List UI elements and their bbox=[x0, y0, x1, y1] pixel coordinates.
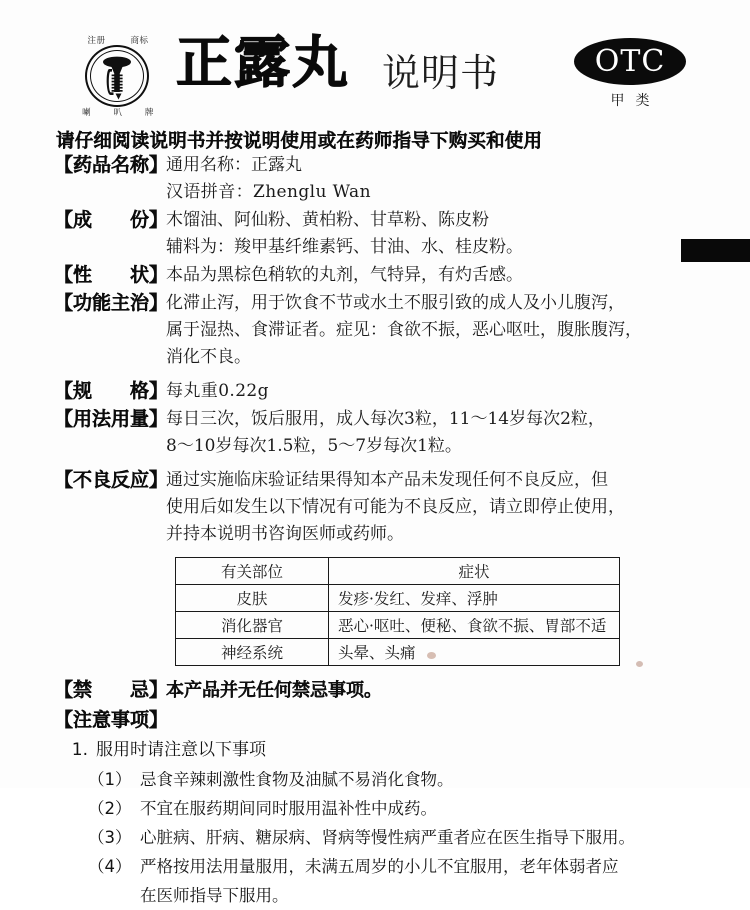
trademark-label: 商标 bbox=[130, 36, 149, 46]
indications-line-3: 消化不良。 bbox=[166, 347, 251, 367]
trumpet-horn-icon bbox=[85, 45, 149, 107]
section-value-dosage bbox=[166, 406, 702, 460]
precaution-sub-number: （4） bbox=[88, 857, 132, 876]
trumpet-horn-glyph bbox=[100, 55, 134, 101]
precaution-sub-number: （2） bbox=[88, 799, 132, 818]
dosage-line-1: 每日三次，饭后服用，成人每次3粒，11～14岁每次2粒， bbox=[166, 409, 605, 429]
adverse-reactions-table-wrapper bbox=[175, 557, 620, 666]
precaution-sub-text bbox=[140, 765, 702, 794]
brand-trademark-logo bbox=[66, 34, 170, 118]
section-value-properties bbox=[166, 262, 702, 289]
section-label-indications: 【功能主治】 bbox=[54, 292, 169, 314]
indications-line-2: 属于湿热、食滞证者。症见：食欲不振，恶心呕吐，腹胀腹泻， bbox=[166, 320, 642, 340]
section-label-ingredients: 【成份】 bbox=[54, 209, 169, 231]
section-contraindications bbox=[54, 677, 702, 704]
drug-name-generic: 通用名称：正露丸 bbox=[166, 155, 302, 175]
precaution-sub-line: 不宜在服药期间同时服用温补性中成药。 bbox=[140, 799, 437, 818]
ingredients-main: 木馏油、阿仙粉、黄柏粉、甘草粉、陈皮粉 bbox=[166, 210, 489, 230]
section-label-contraindications: 【禁忌】 bbox=[54, 679, 169, 701]
brand-name-labels bbox=[66, 106, 170, 118]
table-cell-site: 消化器官 bbox=[176, 612, 329, 639]
precaution-sub-item bbox=[88, 794, 702, 823]
precaution-sub-item bbox=[88, 765, 702, 794]
precaution-sub-list bbox=[88, 765, 702, 910]
table-row bbox=[176, 612, 620, 639]
section-label-adverse-reactions: 【不良反应】 bbox=[54, 469, 169, 491]
precaution-sub-line: 忌食辛辣刺激性食物及油腻不易消化食物。 bbox=[140, 770, 454, 789]
adverse-line-1: 通过实施临床验证结果得知本产品未发现任何不良反应，但 bbox=[166, 470, 608, 490]
precaution-sub-text bbox=[140, 852, 702, 910]
insert-body bbox=[54, 152, 702, 910]
document-header bbox=[0, 28, 750, 120]
table-cell-site: 皮肤 bbox=[176, 585, 329, 612]
section-value-specification bbox=[166, 378, 702, 405]
section-drug-name bbox=[54, 152, 702, 206]
brand-char-1: 喇 bbox=[82, 108, 92, 118]
registered-label: 注册 bbox=[87, 36, 106, 46]
section-ingredients bbox=[54, 207, 702, 261]
adverse-reactions-table bbox=[175, 557, 620, 666]
section-label-dosage: 【用法用量】 bbox=[54, 408, 169, 430]
dosage-line-2: 8～10岁每次1.5粒，5～7岁每次1粒。 bbox=[166, 436, 462, 456]
drug-name-pinyin: 汉语拼音：Zhenglu Wan bbox=[166, 182, 371, 202]
section-specification bbox=[54, 378, 702, 405]
contraindications-line-1: 本产品并无任何禁忌事项。 bbox=[166, 680, 382, 701]
precaution-sub-text bbox=[140, 823, 702, 852]
section-value-adverse-reactions bbox=[166, 467, 702, 548]
brand-char-2: 叭 bbox=[113, 108, 123, 118]
section-value-contraindications bbox=[166, 677, 702, 704]
brand-char-3: 牌 bbox=[144, 108, 154, 118]
table-cell-symptom: 发疹·发红、发痒、浮肿 bbox=[329, 585, 620, 612]
precaution-sub-text bbox=[140, 794, 702, 823]
table-header-site: 有关部位 bbox=[176, 558, 329, 585]
otc-class-label: 甲类 bbox=[610, 93, 661, 109]
section-label-precautions: 【注意事项】 bbox=[54, 709, 169, 731]
table-cell-symptom: 恶心·呕吐、便秘、食欲不振、胃部不适 bbox=[329, 612, 620, 639]
read-instructions-notice: 请仔细阅读说明书并按说明使用或在药师指导下购买和使用 bbox=[56, 131, 543, 152]
section-label-properties: 【性状】 bbox=[54, 264, 169, 286]
precaution-item-number: 1. bbox=[71, 740, 88, 760]
table-header-symptom: 症状 bbox=[329, 558, 620, 585]
section-value-ingredients bbox=[166, 207, 702, 261]
section-value-drug-name bbox=[166, 152, 702, 206]
section-indications bbox=[54, 290, 702, 371]
product-title: 正露丸 bbox=[176, 31, 350, 96]
properties-line-1: 本品为黑棕色稍软的丸剂，气特异，有灼舌感。 bbox=[166, 265, 523, 285]
precaution-sub-number: （3） bbox=[88, 828, 132, 847]
section-dosage bbox=[54, 406, 702, 460]
section-value-indications bbox=[166, 290, 702, 371]
table-cell-symptom: 头晕、头痛 bbox=[329, 639, 620, 666]
otc-badge bbox=[565, 38, 695, 110]
precaution-sub-line: 在医师指导下服用。 bbox=[140, 886, 289, 905]
indications-line-1: 化滞止泻，用于饮食不节或水土不服引致的成人及小儿腹泻， bbox=[166, 293, 625, 313]
precaution-sub-line: 心脏病、肝病、糖尿病、肾病等慢性病严重者应在医生指导下服用。 bbox=[140, 828, 635, 847]
section-properties bbox=[54, 262, 702, 289]
ingredients-excipients: 辅料为：羧甲基纤维素钙、甘油、水、桂皮粉。 bbox=[166, 237, 523, 257]
precaution-item-text: 服用时请注意以下事项 bbox=[96, 740, 266, 760]
adverse-line-3: 并持本说明书咨询医师或药师。 bbox=[166, 524, 404, 544]
precaution-sub-number: （1） bbox=[88, 770, 132, 789]
precaution-item bbox=[54, 735, 702, 765]
document-type-title: 说明书 bbox=[382, 51, 500, 95]
adverse-line-2: 使用后如发生以下情况有可能为不良反应，请立即停止使用， bbox=[166, 497, 625, 517]
table-header-row bbox=[176, 558, 620, 585]
precaution-sub-item bbox=[88, 852, 702, 910]
section-label-specification: 【规格】 bbox=[54, 380, 169, 402]
table-row bbox=[176, 639, 620, 666]
table-cell-site: 神经系统 bbox=[176, 639, 329, 666]
otc-label: OTC bbox=[574, 38, 686, 85]
specification-line-1: 每丸重0.22g bbox=[166, 381, 269, 401]
precaution-sub-item bbox=[88, 823, 702, 852]
section-label-drug-name: 【药品名称】 bbox=[54, 154, 169, 176]
precaution-sub-line: 严格按用法用量服用，未满五周岁的小儿不宜服用，老年体弱者应 bbox=[140, 857, 619, 876]
table-row bbox=[176, 585, 620, 612]
section-adverse-reactions bbox=[54, 467, 702, 548]
